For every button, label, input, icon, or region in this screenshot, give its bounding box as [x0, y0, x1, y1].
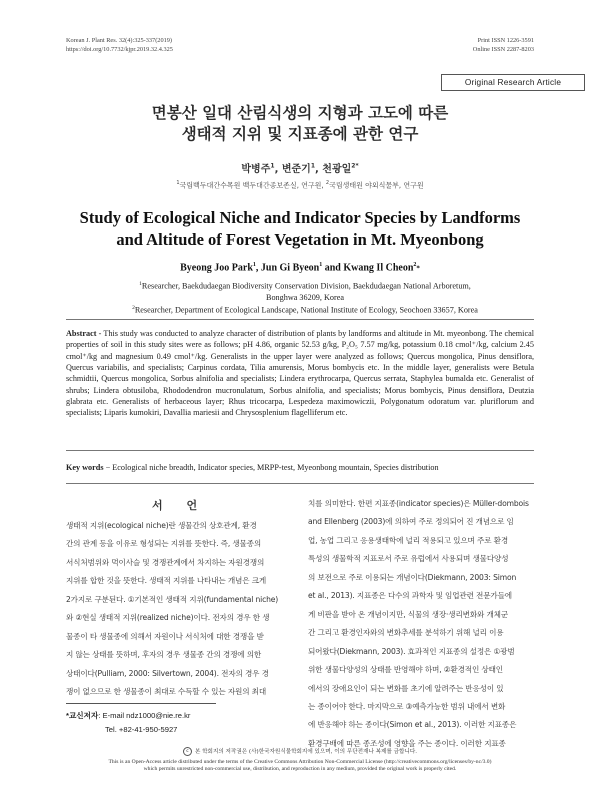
- english-title-line2: and Altitude of Forest Vegetation in Mt. Myeonbong: [116, 230, 484, 249]
- english-author-sup: 2: [413, 262, 417, 268]
- body-text-line: 간의 관계 등을 이유로 형성되는 지위를 뜻한다. 즉, 생물종의: [66, 539, 262, 549]
- body-text-line: 물종이 타 생물종에 의해서 자원이나 서식처에 대한 경쟁을 받: [66, 631, 264, 641]
- footnote-rule: [66, 703, 216, 704]
- journal-line: Korean J. Plant Res. 32(4):325-337(2019): [66, 37, 172, 44]
- korean-author: 천광일: [322, 164, 352, 175]
- body-text-line: 서식처범위와 먹이사슬 및 경쟁관계에서 차지하는 자원경쟁의: [66, 557, 265, 567]
- body-text-line: 특성의 생물학적 지표로서 주로 유럽에서 사용되며 생물다양성: [308, 554, 509, 564]
- keywords-label: Key words: [66, 463, 104, 472]
- body-text-line: 되어왔다(Diekmann, 2003). 효과적인 지표종의 설정은 ①광범: [308, 646, 515, 656]
- copyright-korean: [0, 747, 600, 756]
- body-text-line: 간 그리고 환경인자와의 변화추세를 분석하기 위해 널리 이용: [308, 628, 504, 638]
- body-text-line: 생태적 지위(ecological niche)란 생물간의 상호관계, 환경: [66, 521, 257, 530]
- body-right-column: [308, 495, 534, 753]
- copyright-icon: c: [183, 747, 192, 756]
- keywords: [66, 463, 536, 472]
- korean-author: 변준기: [281, 164, 311, 175]
- print-issn: Print ISSN 1226-3591: [477, 37, 534, 44]
- korean-author: 박병주: [241, 164, 271, 175]
- body-text-line: 게 비판을 받아 온 개념이지만, 식물의 생장·생리변화와 개체군: [308, 609, 509, 619]
- korean-authors: [0, 160, 600, 175]
- author-separator: ,: [274, 164, 282, 175]
- body-text-line: 에 반응해야 하는 종이다(Simon et al., 2013). 이러한 지표종은: [308, 720, 517, 730]
- abstract: [66, 328, 534, 419]
- license-line: This is an Open-Access article distributed under the terms of the Creative Commons Attribution Non-Commercial License (http://creativecommons.org/licenses/by-nc/3.0): [108, 759, 492, 765]
- author-separator: ,: [315, 164, 323, 175]
- body-text-line: 환경구배에 따른 종조성에 영향을 주는 종이다. 이러한 지표종: [308, 738, 506, 748]
- korean-title-line2: 생태적 지위 및 지표종에 관한 연구: [181, 125, 419, 143]
- aff-sup: 1: [176, 180, 180, 186]
- english-author: Kwang Il Cheon: [343, 262, 414, 274]
- journal-citation: [66, 36, 173, 54]
- footnote-tel: Tel. +82-41-950-5927: [105, 725, 178, 734]
- section-title-introduction: 서 언: [152, 499, 208, 512]
- english-author: Jun Gi Byeon: [260, 262, 320, 274]
- body-text-line: 위한 생물다양성의 상태를 반영해야 하며, ②환경적인 상태인: [308, 665, 503, 675]
- body-text-line: 에서의 장애요인이 되는 변화를 초기에 알려주는 반응성이 있: [308, 683, 504, 693]
- footnote-label: *교신저자: [66, 711, 99, 720]
- body-text-line: 와 ②현실 생태적 지위(realized niche)이다. 전자의 경우 한 생: [66, 613, 270, 623]
- keywords-rule: [66, 483, 534, 484]
- article-type-badge: Original Research Article: [441, 74, 585, 91]
- english-affiliation-2: Researcher, Department of Ecological Landscape, National Institute of Ecology, Seochoen 33657, Korea: [134, 305, 478, 315]
- body-text-line: and Ellenberg (2003)에 의하여 주로 정의되어 진 개념으로 임: [308, 517, 514, 527]
- keywords-text: − Ecological niche breadth, Indicator species, MRPP-test, Myeonbong mountain, Species distribution: [103, 463, 439, 472]
- english-author: Byeong Joo Park: [180, 262, 253, 274]
- body-text-line: 업, 농업 그리고 응용생태학에 널리 적용되고 있으며 주로 환경: [308, 535, 509, 545]
- license-line: which permits unrestricted non-commercial use, distribution, and reproduction in any medium, provided the original work is properly cited.: [143, 766, 457, 772]
- english-affiliations: [70, 279, 540, 315]
- body-text-line: et al., 2013). 지표종은 다수의 과학자 및 임업관련 전문가들에: [308, 591, 512, 601]
- korean-affiliations: [0, 180, 600, 190]
- body-text-line: 2가지로 구분된다. ①기본적인 생태적 지위(fundamental niche): [66, 594, 279, 604]
- korean-author-sup: 1: [310, 162, 316, 170]
- korean-affiliation: 국립생태원 야외식물부, 연구원: [329, 181, 424, 190]
- body-text-line: 의 보전으로 주로 이용되는 개념이다(Diekmann, 2003: Simon: [308, 572, 517, 582]
- license-text: [0, 759, 600, 773]
- korean-author-sup: 1: [270, 162, 275, 170]
- korean-affiliation: 국립백두대간수목원 백두대간종보존실, 연구원,: [179, 181, 326, 190]
- abstract-bottom-rule: [66, 450, 534, 451]
- body-text-line: 쟁이 없으므로 한 생물종이 최대로 수득할 수 있는 자원의 최대: [66, 687, 267, 697]
- korean-title-line1: 면봉산 일대 산림식생의 지형과 고도에 따른: [151, 104, 449, 122]
- english-author-sup: 1: [319, 262, 323, 268]
- body-text-line: 지 않는 상태를 뜻하며, 후자의 경우 생물종 간의 경쟁에 의한: [66, 650, 262, 660]
- author-separator: and: [322, 262, 344, 274]
- abstract-top-rule: [66, 319, 534, 320]
- body-left-column: [66, 517, 298, 702]
- body-text-line: 는 종이어야 한다. 마지막으로 ③예측가능한 범위 내에서 변화: [308, 701, 506, 711]
- english-authors: Byeong Joo Park$^1$, Jun Gi Byeon$^1$ and Kwang Il Cheon$^2$*: [180, 262, 420, 274]
- korean-title: [0, 103, 600, 145]
- doi-link[interactable]: https://doi.org/10.7732/kjpr.2019.32.4.325: [66, 46, 173, 53]
- online-issn: Online ISSN 2287-8203: [472, 46, 534, 53]
- aff-sup: 2: [132, 304, 135, 311]
- body-text-line: 상태이다(Pulliam, 2000: Silvertown, 2004). 전자의 경우 경: [66, 668, 269, 678]
- copyright-line1: 본 학회지의 저작권은 (사)한국자원식물학회지에 있으며, 이의 무단전재나 복제를 금합니다.: [194, 749, 418, 755]
- aff-sup: 2: [325, 180, 330, 186]
- abstract-label: Abstract: [66, 329, 97, 338]
- footnote-email[interactable]: : E-mail ndz1000@nie.re.kr: [98, 711, 191, 720]
- english-affiliation-1-cont: Bonghwa 36209, Korea: [266, 292, 344, 302]
- aff-sup: 1: [139, 281, 142, 287]
- english-author-sup: 1: [252, 262, 256, 268]
- body-text-line: 지위를 합한 것을 뜻한다. 생태적 지위를 나타내는 개념은 크게: [66, 576, 267, 586]
- english-title-line1: Study of Ecological Niche and Indicator Species by Landforms: [79, 208, 521, 227]
- english-affiliation-1: Researcher, Baekdudaegan Biodiversity Conservation Division, Baekdudaegan National Arboretum,: [141, 281, 471, 291]
- body-text-line: 치를 의미한다. 한편 지표종(indicator species)은 Müller-dombois: [308, 499, 529, 508]
- korean-author-sup: 2*: [351, 162, 359, 170]
- issn-block: [473, 36, 534, 54]
- english-title: [0, 207, 600, 251]
- author-separator: ,: [255, 262, 261, 274]
- corresponding-author: [66, 710, 190, 734]
- abstract-text: - This study was conducted to analyze character of distribution of plants by landforms and altitude in Mt. myeonbong. The chemical properties of soil in this study sites were as follows; pH 4.86, organic 52.53 g/kg, P₂O₅ 7.57 mg/kg, potassium 0.18 cmol⁺/kg, calcium 2.45 cmol⁺/kg and magnesium 0.49 cmol⁺/kg. Generalists in the upper layer were analyzed as follows; Quercus mongolica, Pinus densiflora, Quercus variabilis, and specialists; Carpinus cordata, Tilia amurensis, Morus bombycis etc. In the middle layer, generalists were Betula schmidtii, Quercus mongolica, Sorbus alnifolia and specialists; Lindera erythrocarpa, Quercus serrata, Staphylea bumalda etc. Generalist of shrubs; Lindera obtusiloba, Rhododendron mucronulatum, Sorbus alnifolia, and specialists; Morus bombycis, Pinus densiflora, Deutzia glabrata etc. Generalists of herbaceous layer; Rhus tricocarpa, Lespedeza maximowiczii, Polygonatum odoratum var. pluriflorum and specialists; Liparis kumokiri, Davallia mariesii and Chrysosplenium flagelliferum etc.: [66, 329, 534, 418]
